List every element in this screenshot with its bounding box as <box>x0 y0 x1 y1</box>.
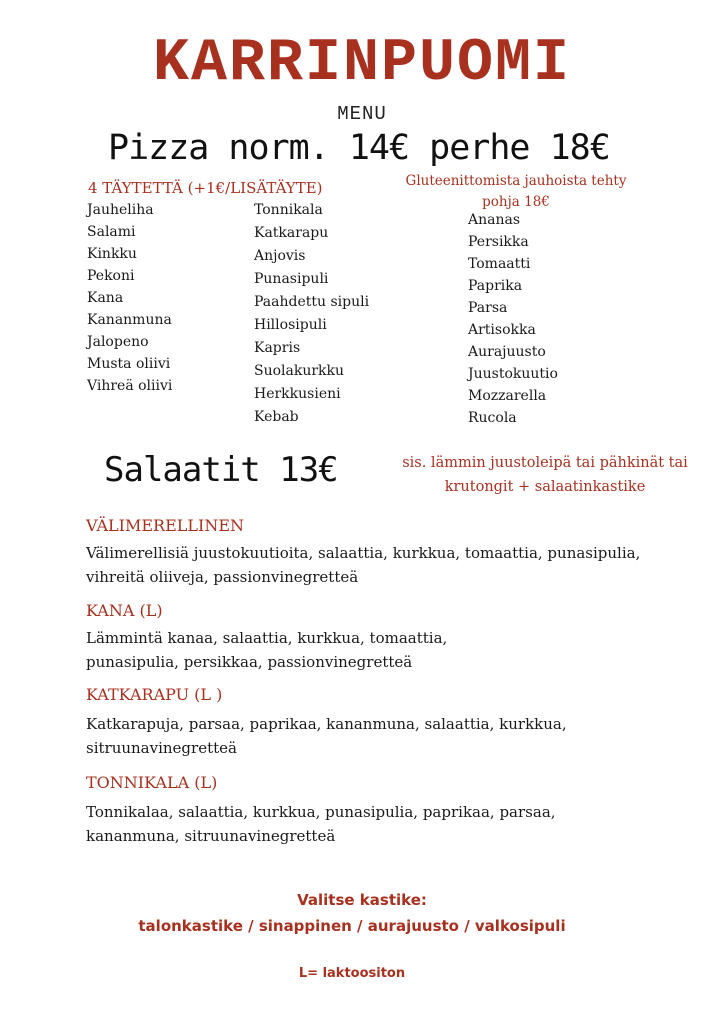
topping-item: Punasipuli <box>254 271 329 287</box>
topping-item: Anjovis <box>254 248 306 264</box>
pizza-heading: Pizza norm. 14€ perhe 18€ <box>108 128 610 168</box>
topping-item: Paahdettu sipuli <box>254 294 370 310</box>
lactose-free-note: L= laktoositon <box>298 966 406 981</box>
gluten-free-note: Gluteenittomista jauhoista tehty pohja 18€ <box>405 173 627 210</box>
topping-item: Persikka <box>468 234 529 250</box>
sauce-label: Valitse kastike: <box>297 891 427 909</box>
topping-item: Artisokka <box>468 322 536 338</box>
salads-note: sis. lämmin juustoleipä tai pähkinät tai krutongit + salaatinkastike <box>402 455 688 495</box>
topping-item: Tonnikala <box>254 202 323 218</box>
topping-item: Salami <box>87 224 136 240</box>
salad-title-tonnikala: TONNIKALA (L) <box>86 773 218 792</box>
topping-item: Kapris <box>254 340 301 356</box>
restaurant-title: KARRINPUOMI <box>152 30 572 98</box>
salad-title-valimerellinen: VÄLIMERELLINEN <box>86 516 245 535</box>
topping-item: Katkarapu <box>254 225 329 241</box>
salads-heading: Salaatit 13€ <box>104 450 338 490</box>
toppings-column-3 <box>468 209 558 429</box>
topping-item: Musta oliivi <box>87 356 171 372</box>
salad-description-valimerellinen: Välimerellisiä juustokuutioita, salaattia, kurkkua, tomaattia, punasipulia, vihreitä oliiveja, passionvinegretteä <box>86 544 641 586</box>
topping-item: Ananas <box>468 212 521 228</box>
topping-item: Juustokuutio <box>468 366 558 382</box>
topping-item: Suolakurkku <box>254 363 345 379</box>
topping-item: Tomaatti <box>468 256 531 272</box>
salad-title-katkarapu: KATKARAPU (L ) <box>86 685 223 704</box>
sauce-options: talonkastike / sinappinen / aurajuusto / valkosipuli <box>138 917 566 935</box>
topping-item: Jauheliha <box>87 202 154 218</box>
topping-item: Aurajuusto <box>468 344 546 360</box>
topping-item: Jalopeno <box>87 334 149 350</box>
salad-description-tonnikala: Tonnikalaa, salaattia, kurkkua, punasipulia, paprikaa, parsaa, kananmuna, sitruunavinegretteä <box>86 803 556 845</box>
topping-item: Parsa <box>468 300 508 316</box>
topping-item: Pekoni <box>87 268 135 284</box>
salad-title-kana: KANA (L) <box>86 601 163 620</box>
toppings-column-2 <box>254 199 369 429</box>
topping-item: Hillosipuli <box>254 317 327 333</box>
topping-item: Kana <box>87 290 124 306</box>
topping-item: Paprika <box>468 278 523 294</box>
topping-item: Vihreä oliivi <box>87 378 173 394</box>
topping-item: Herkkusieni <box>254 386 341 402</box>
topping-item: Kebab <box>254 409 299 425</box>
toppings-label: 4 TÄYTETTÄ (+1€/LISÄTÄYTE) <box>88 179 323 197</box>
salad-description-katkarapu: Katkarapuja, parsaa, paprikaa, kananmuna, salaattia, kurkkua, sitruunavinegretteä <box>86 715 567 757</box>
toppings-column-1 <box>87 199 172 397</box>
menu-subtitle: MENU <box>337 103 387 125</box>
topping-item: Mozzarella <box>468 388 547 404</box>
topping-item: Kananmuna <box>87 312 172 328</box>
topping-item: Kinkku <box>87 246 137 262</box>
salad-description-kana: Lämmintä kanaa, salaattia, kurkkua, tomaattia, punasipulia, persikkaa, passionvinegretteä <box>86 629 448 671</box>
topping-item: Rucola <box>468 410 517 426</box>
